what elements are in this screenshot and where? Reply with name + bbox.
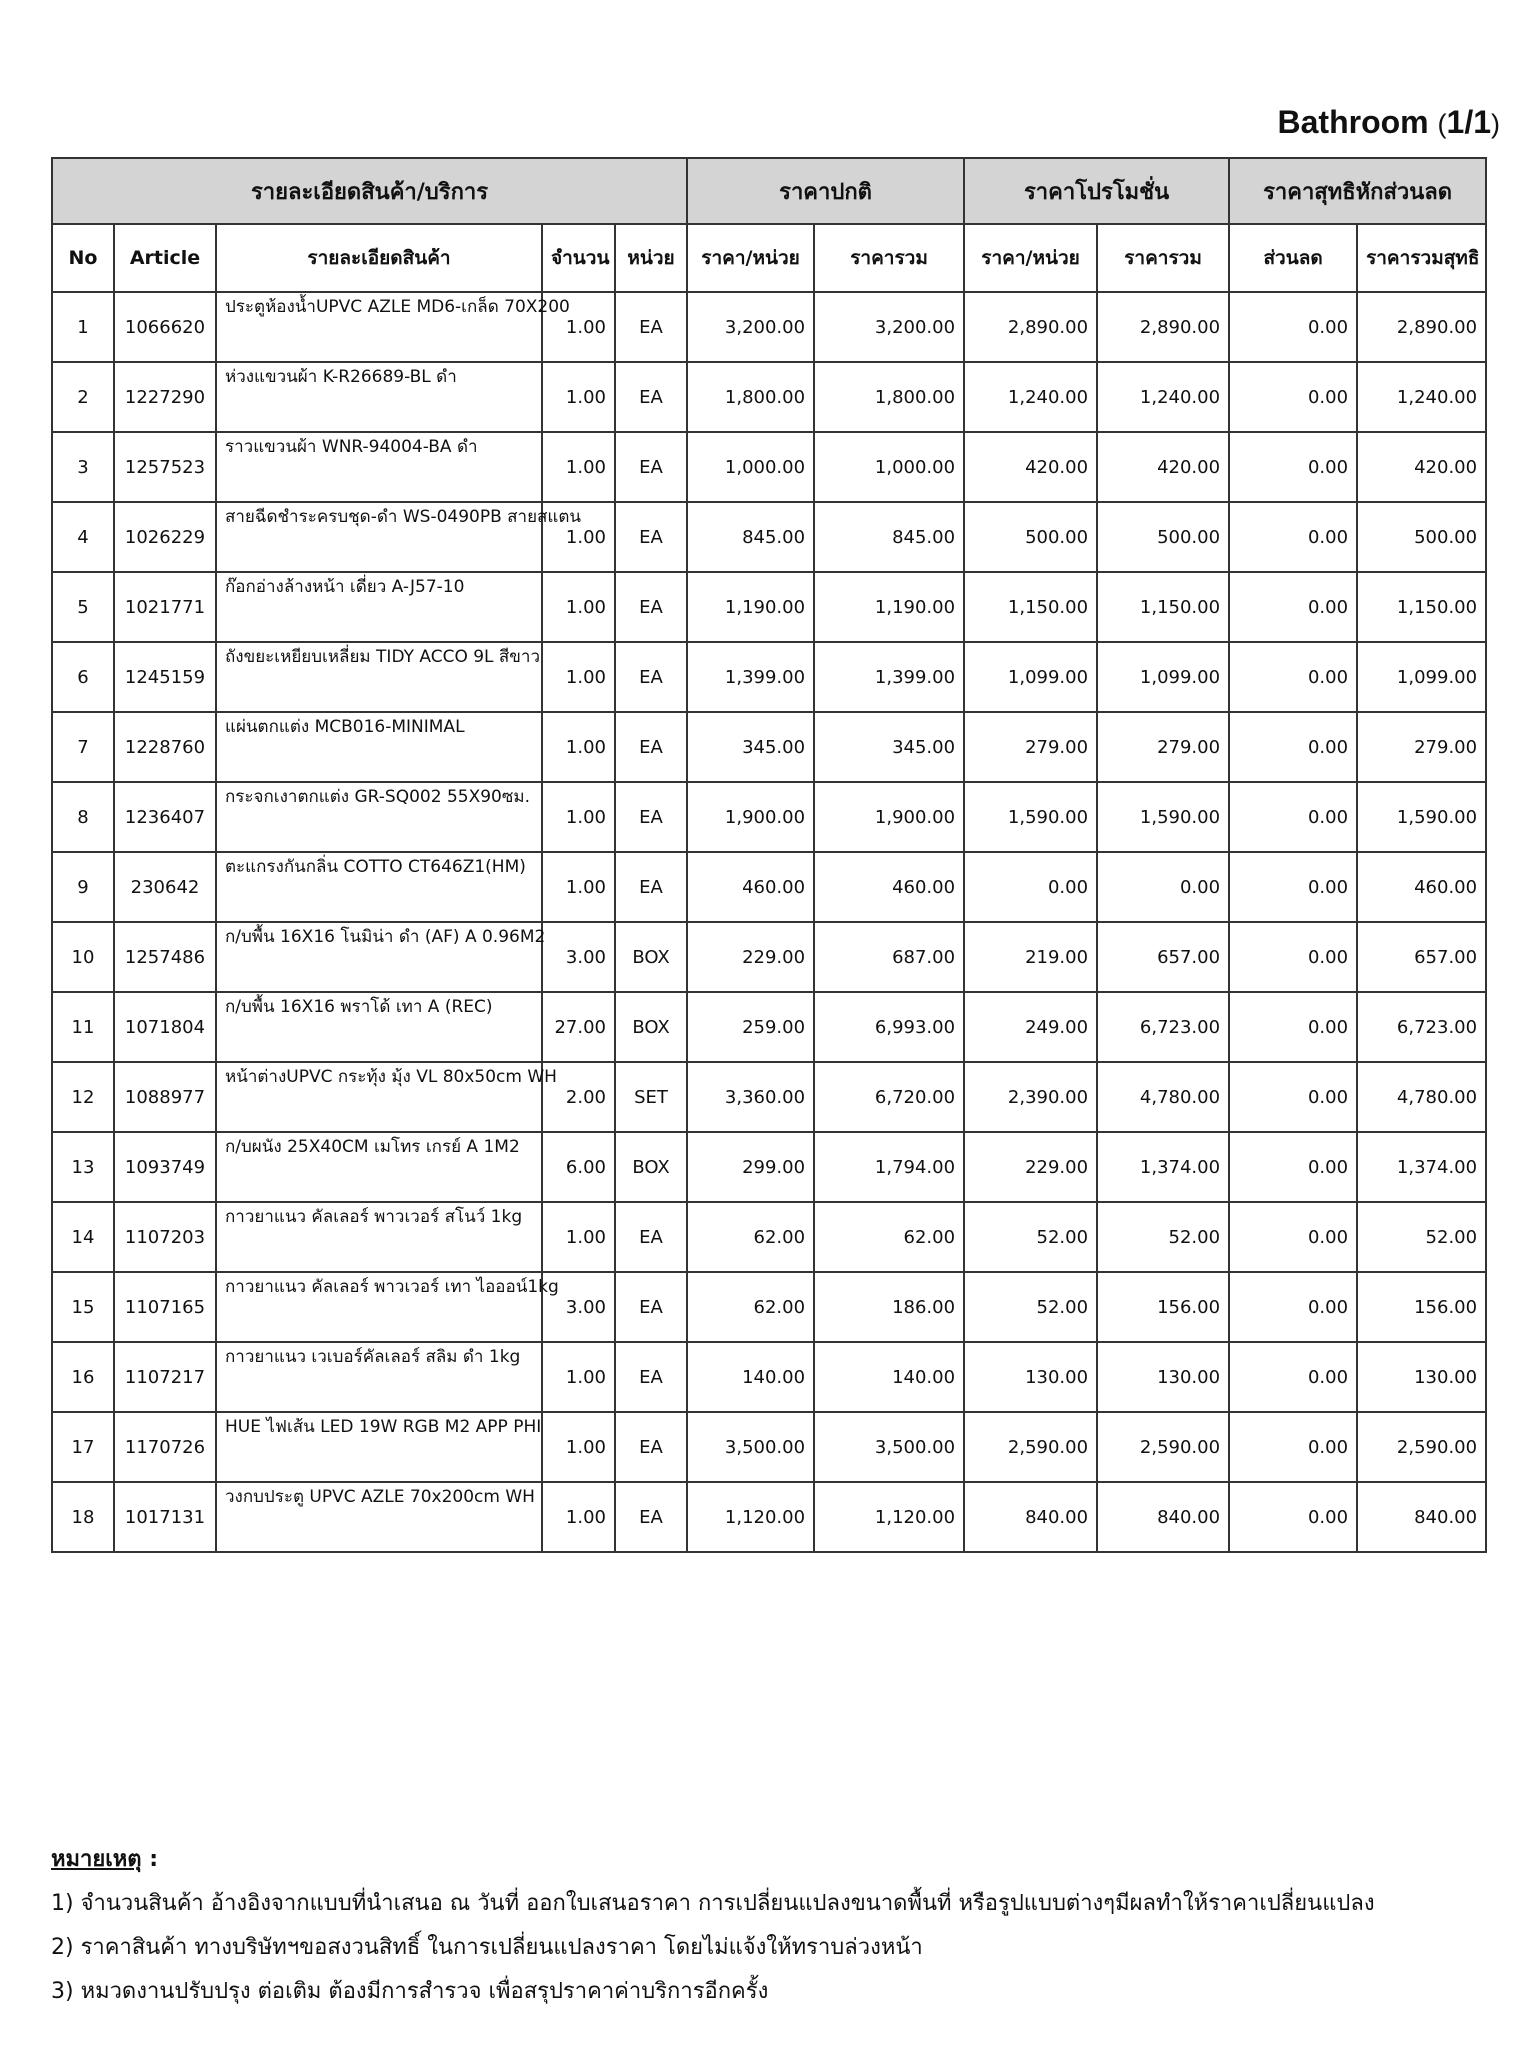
cell-promo-total: 156.00 [1097,1272,1229,1342]
cell-article: 230642 [114,852,216,922]
cell-net-total: 1,099.00 [1357,642,1486,712]
cell-promo-unit-price: 279.00 [964,712,1097,782]
cell-unit: BOX [615,922,687,992]
table-row [52,502,1486,572]
cell-promo-total: 1,150.00 [1097,572,1229,642]
cell-net-total: 4,780.00 [1357,1062,1486,1132]
cell-quantity: 1.00 [542,502,615,572]
cell-promo-total: 1,099.00 [1097,642,1229,712]
cell-description: ห่วงแขวนผ้า K-R26689-BL ดำ [216,362,542,432]
table-row [52,292,1486,362]
notes-heading [51,1838,1375,1882]
cell-quantity: 1.00 [542,1412,615,1482]
cell-description: ก/บพื้น 16X16 โนมิน่า ดำ (AF) A 0.96M2 [216,922,542,992]
column-header-net-total: ราคารวมสุทธิ [1357,224,1486,292]
table-row [52,1342,1486,1412]
cell-quantity: 1.00 [542,292,615,362]
cell-net-total: 279.00 [1357,712,1486,782]
cell-article: 1257486 [114,922,216,992]
table-row [52,432,1486,502]
table-row [52,1272,1486,1342]
table-row [52,852,1486,922]
column-header-article: Article [114,224,216,292]
title-close-paren: ) [1491,109,1500,139]
cell-normal-total: 1,900.00 [814,782,964,852]
table-row [52,1482,1486,1552]
column-header-normal-unit-price: ราคา/หน่วย [687,224,814,292]
cell-article: 1021771 [114,572,216,642]
cell-normal-unit-price: 1,120.00 [687,1482,814,1552]
cell-promo-total: 500.00 [1097,502,1229,572]
cell-article: 1228760 [114,712,216,782]
cell-quantity: 1.00 [542,642,615,712]
cell-normal-unit-price: 845.00 [687,502,814,572]
cell-discount: 0.00 [1229,922,1357,992]
cell-net-total: 500.00 [1357,502,1486,572]
cell-description: กระจกเงาตกแต่ง GR-SQ002 55X90ซม. [216,782,542,852]
cell-description: หน้าต่างUPVC กระทุ้ง มุ้ง VL 80x50cm WH [216,1062,542,1132]
cell-discount: 0.00 [1229,572,1357,642]
cell-quantity: 1.00 [542,852,615,922]
cell-article: 1071804 [114,992,216,1062]
notes-heading-label: หมายเหตุ [51,1847,142,1872]
cell-normal-total: 1,794.00 [814,1132,964,1202]
cell-no: 14 [52,1202,114,1272]
cell-description: กาวยาแนว คัลเลอร์ พาวเวอร์ เทา ไอออน์1kg [216,1272,542,1342]
notes-heading-colon: : [141,1847,159,1872]
cell-article: 1257523 [114,432,216,502]
cell-normal-total: 3,200.00 [814,292,964,362]
cell-quantity: 1.00 [542,362,615,432]
cell-promo-total: 657.00 [1097,922,1229,992]
cell-unit: EA [615,1482,687,1552]
cell-promo-unit-price: 500.00 [964,502,1097,572]
cell-quantity: 3.00 [542,1272,615,1342]
cell-promo-unit-price: 0.00 [964,852,1097,922]
table-row [52,1132,1486,1202]
cell-discount: 0.00 [1229,852,1357,922]
column-header-unit: หน่วย [615,224,687,292]
note-line: 1) จำนวนสินค้า อ้างอิงจากแบบที่นำเสนอ ณ วันที่ ออกใบเสนอราคา การเปลี่ยนแปลงขนาดพื้นที่ หรือรูปแบบต่างๆมีผลทำให้ราคาเปลี่ยนแปลง [51,1891,1375,1916]
cell-article: 1227290 [114,362,216,432]
cell-article: 1093749 [114,1132,216,1202]
cell-no: 6 [52,642,114,712]
cell-no: 8 [52,782,114,852]
cell-promo-unit-price: 1,099.00 [964,642,1097,712]
cell-net-total: 460.00 [1357,852,1486,922]
note-line: 3) หมวดงานปรับปรุง ต่อเติม ต้องมีการสำรวจ เพื่อสรุปราคาค่าบริการอีกครั้ง [51,1979,769,2004]
cell-promo-total: 1,240.00 [1097,362,1229,432]
cell-quantity: 1.00 [542,1482,615,1552]
cell-quantity: 1.00 [542,782,615,852]
cell-normal-total: 1,800.00 [814,362,964,432]
cell-unit: EA [615,292,687,362]
cell-promo-unit-price: 2,890.00 [964,292,1097,362]
table-row [52,922,1486,992]
cell-description: ราวแขวนผ้า WNR-94004-BA ดำ [216,432,542,502]
cell-net-total: 1,240.00 [1357,362,1486,432]
cell-discount: 0.00 [1229,992,1357,1062]
cell-unit: EA [615,1412,687,1482]
cell-description: วงกบประตู UPVC AZLE 70x200cm WH [216,1482,542,1552]
cell-description: ก/บพื้น 16X16 พราโด้ เทา A (REC) [216,992,542,1062]
cell-description: สายฉีดชำระครบชุด-ดำ WS-0490PB สายสแตน [216,502,542,572]
cell-net-total: 1,150.00 [1357,572,1486,642]
cell-normal-unit-price: 3,360.00 [687,1062,814,1132]
table-row [52,782,1486,852]
cell-quantity: 2.00 [542,1062,615,1132]
cell-promo-total: 2,890.00 [1097,292,1229,362]
column-header-promo-total: ราคารวม [1097,224,1229,292]
cell-normal-total: 6,993.00 [814,992,964,1062]
cell-normal-unit-price: 1,190.00 [687,572,814,642]
cell-article: 1066620 [114,292,216,362]
cell-discount: 0.00 [1229,1202,1357,1272]
cell-unit: BOX [615,992,687,1062]
cell-unit: EA [615,782,687,852]
cell-net-total: 840.00 [1357,1482,1486,1552]
quotation-table [51,157,1487,1553]
cell-net-total: 2,890.00 [1357,292,1486,362]
cell-discount: 0.00 [1229,1062,1357,1132]
cell-promo-unit-price: 52.00 [964,1202,1097,1272]
cell-no: 5 [52,572,114,642]
group-header-product-details: รายละเอียดสินค้า/บริการ [52,158,687,224]
table-row [52,1062,1486,1132]
cell-quantity: 1.00 [542,712,615,782]
cell-net-total: 1,590.00 [1357,782,1486,852]
cell-normal-total: 186.00 [814,1272,964,1342]
cell-promo-unit-price: 219.00 [964,922,1097,992]
cell-promo-unit-price: 420.00 [964,432,1097,502]
cell-article: 1236407 [114,782,216,852]
cell-promo-unit-price: 1,240.00 [964,362,1097,432]
cell-no: 18 [52,1482,114,1552]
cell-article: 1017131 [114,1482,216,1552]
cell-normal-unit-price: 3,500.00 [687,1412,814,1482]
notes-section [51,1838,1375,2014]
cell-normal-total: 1,399.00 [814,642,964,712]
cell-promo-unit-price: 52.00 [964,1272,1097,1342]
cell-normal-total: 687.00 [814,922,964,992]
cell-promo-unit-price: 1,590.00 [964,782,1097,852]
cell-net-total: 156.00 [1357,1272,1486,1342]
cell-no: 16 [52,1342,114,1412]
cell-discount: 0.00 [1229,1412,1357,1482]
cell-normal-total: 1,000.00 [814,432,964,502]
table-row [52,1202,1486,1272]
cell-discount: 0.00 [1229,362,1357,432]
cell-no: 12 [52,1062,114,1132]
cell-discount: 0.00 [1229,1272,1357,1342]
cell-description: ประตูห้องน้ำUPVC AZLE MD6-เกล็ด 70X200 [216,292,542,362]
cell-discount: 0.00 [1229,642,1357,712]
cell-discount: 0.00 [1229,292,1357,362]
cell-unit: EA [615,712,687,782]
cell-article: 1107203 [114,1202,216,1272]
cell-normal-unit-price: 3,200.00 [687,292,814,362]
cell-net-total: 1,374.00 [1357,1132,1486,1202]
group-header-net-price: ราคาสุทธิหักส่วนลด [1229,158,1486,224]
cell-net-total: 2,590.00 [1357,1412,1486,1482]
cell-article: 1245159 [114,642,216,712]
column-header-quantity: จำนวน [542,224,615,292]
cell-normal-total: 460.00 [814,852,964,922]
cell-discount: 0.00 [1229,712,1357,782]
column-header-no: No [52,224,114,292]
group-header-row [52,158,1486,224]
cell-discount: 0.00 [1229,432,1357,502]
cell-discount: 0.00 [1229,1132,1357,1202]
page-title [1278,104,1500,141]
cell-promo-total: 6,723.00 [1097,992,1229,1062]
cell-no: 1 [52,292,114,362]
cell-no: 2 [52,362,114,432]
cell-unit: EA [615,852,687,922]
table-row [52,1412,1486,1482]
cell-normal-total: 140.00 [814,1342,964,1412]
table-row [52,642,1486,712]
cell-promo-total: 1,374.00 [1097,1132,1229,1202]
cell-quantity: 27.00 [542,992,615,1062]
column-header-description: รายละเอียดสินค้า [216,224,542,292]
cell-promo-total: 130.00 [1097,1342,1229,1412]
cell-promo-total: 840.00 [1097,1482,1229,1552]
note-line: 2) ราคาสินค้า ทางบริษัทฯขอสงวนสิทธิ์ ในการเปลี่ยนแปลงราคา โดยไม่แจ้งให้ทราบล่วงหน้า [51,1935,923,1960]
cell-description: ก/บผนัง 25X40CM เมโทร เกรย์ A 1M2 [216,1132,542,1202]
cell-normal-total: 345.00 [814,712,964,782]
cell-promo-total: 52.00 [1097,1202,1229,1272]
column-header-normal-total: ราคารวม [814,224,964,292]
cell-description: HUE ไฟเส้น LED 19W RGB M2 APP PHI [216,1412,542,1482]
title-page-number: 1/1 [1446,104,1491,140]
cell-normal-total: 62.00 [814,1202,964,1272]
cell-unit: EA [615,432,687,502]
cell-article: 1107165 [114,1272,216,1342]
cell-promo-unit-price: 130.00 [964,1342,1097,1412]
cell-promo-unit-price: 249.00 [964,992,1097,1062]
table-row [52,992,1486,1062]
table-row [52,572,1486,642]
cell-normal-total: 3,500.00 [814,1412,964,1482]
cell-quantity: 1.00 [542,1342,615,1412]
cell-no: 3 [52,432,114,502]
cell-normal-total: 1,190.00 [814,572,964,642]
cell-net-total: 130.00 [1357,1342,1486,1412]
cell-no: 10 [52,922,114,992]
cell-description: แผ่นตกแต่ง MCB016-MINIMAL [216,712,542,782]
cell-no: 15 [52,1272,114,1342]
column-header-promo-unit-price: ราคา/หน่วย [964,224,1097,292]
cell-article: 1026229 [114,502,216,572]
table-row [52,362,1486,432]
cell-net-total: 657.00 [1357,922,1486,992]
cell-unit: EA [615,642,687,712]
cell-promo-unit-price: 1,150.00 [964,572,1097,642]
cell-normal-unit-price: 229.00 [687,922,814,992]
cell-description: กาวยาแนว คัลเลอร์ พาวเวอร์ สโนว์ 1kg [216,1202,542,1272]
column-header-discount: ส่วนลด [1229,224,1357,292]
group-header-promotion-price: ราคาโปรโมชั่น [964,158,1229,224]
cell-unit: EA [615,1202,687,1272]
cell-no: 7 [52,712,114,782]
cell-no: 9 [52,852,114,922]
cell-normal-unit-price: 299.00 [687,1132,814,1202]
cell-normal-unit-price: 1,000.00 [687,432,814,502]
cell-net-total: 6,723.00 [1357,992,1486,1062]
cell-description: กาวยาแนว เวเบอร์คัลเลอร์ สลิม ดำ 1kg [216,1342,542,1412]
cell-normal-unit-price: 62.00 [687,1272,814,1342]
cell-normal-unit-price: 345.00 [687,712,814,782]
cell-quantity: 1.00 [542,432,615,502]
cell-unit: EA [615,502,687,572]
cell-no: 4 [52,502,114,572]
cell-unit: EA [615,362,687,432]
cell-promo-unit-price: 2,390.00 [964,1062,1097,1132]
cell-unit: BOX [615,1132,687,1202]
cell-quantity: 6.00 [542,1132,615,1202]
cell-unit: SET [615,1062,687,1132]
cell-discount: 0.00 [1229,1482,1357,1552]
cell-article: 1170726 [114,1412,216,1482]
cell-discount: 0.00 [1229,502,1357,572]
cell-normal-unit-price: 460.00 [687,852,814,922]
cell-article: 1107217 [114,1342,216,1412]
column-header-row [52,224,1486,292]
cell-unit: EA [615,1272,687,1342]
cell-net-total: 52.00 [1357,1202,1486,1272]
cell-discount: 0.00 [1229,1342,1357,1412]
cell-unit: EA [615,572,687,642]
cell-quantity: 3.00 [542,922,615,992]
cell-unit: EA [615,1342,687,1412]
title-main: Bathroom [1277,104,1429,140]
cell-promo-total: 1,590.00 [1097,782,1229,852]
cell-net-total: 420.00 [1357,432,1486,502]
cell-no: 13 [52,1132,114,1202]
cell-normal-total: 1,120.00 [814,1482,964,1552]
table-body [52,292,1486,1552]
cell-promo-total: 420.00 [1097,432,1229,502]
title-open-paren: ( [1437,109,1447,139]
group-header-normal-price: ราคาปกติ [687,158,964,224]
table-row [52,712,1486,782]
cell-quantity: 1.00 [542,572,615,642]
cell-normal-total: 845.00 [814,502,964,572]
cell-normal-unit-price: 1,900.00 [687,782,814,852]
cell-normal-unit-price: 62.00 [687,1202,814,1272]
cell-no: 17 [52,1412,114,1482]
cell-description: ตะแกรงกันกลิ่น COTTO CT646Z1(HM) [216,852,542,922]
cell-normal-unit-price: 140.00 [687,1342,814,1412]
cell-normal-total: 6,720.00 [814,1062,964,1132]
cell-article: 1088977 [114,1062,216,1132]
cell-description: ก๊อกอ่างล้างหน้า เดี่ยว A-J57-10 [216,572,542,642]
cell-promo-unit-price: 840.00 [964,1482,1097,1552]
cell-promo-unit-price: 2,590.00 [964,1412,1097,1482]
cell-promo-unit-price: 229.00 [964,1132,1097,1202]
cell-no: 11 [52,992,114,1062]
cell-promo-total: 279.00 [1097,712,1229,782]
cell-promo-total: 0.00 [1097,852,1229,922]
cell-normal-unit-price: 1,399.00 [687,642,814,712]
cell-description: ถังขยะเหยียบเหลี่ยม TIDY ACCO 9L สีขาว [216,642,542,712]
cell-discount: 0.00 [1229,782,1357,852]
cell-promo-total: 2,590.00 [1097,1412,1229,1482]
cell-promo-total: 4,780.00 [1097,1062,1229,1132]
cell-quantity: 1.00 [542,1202,615,1272]
cell-normal-unit-price: 1,800.00 [687,362,814,432]
cell-normal-unit-price: 259.00 [687,992,814,1062]
